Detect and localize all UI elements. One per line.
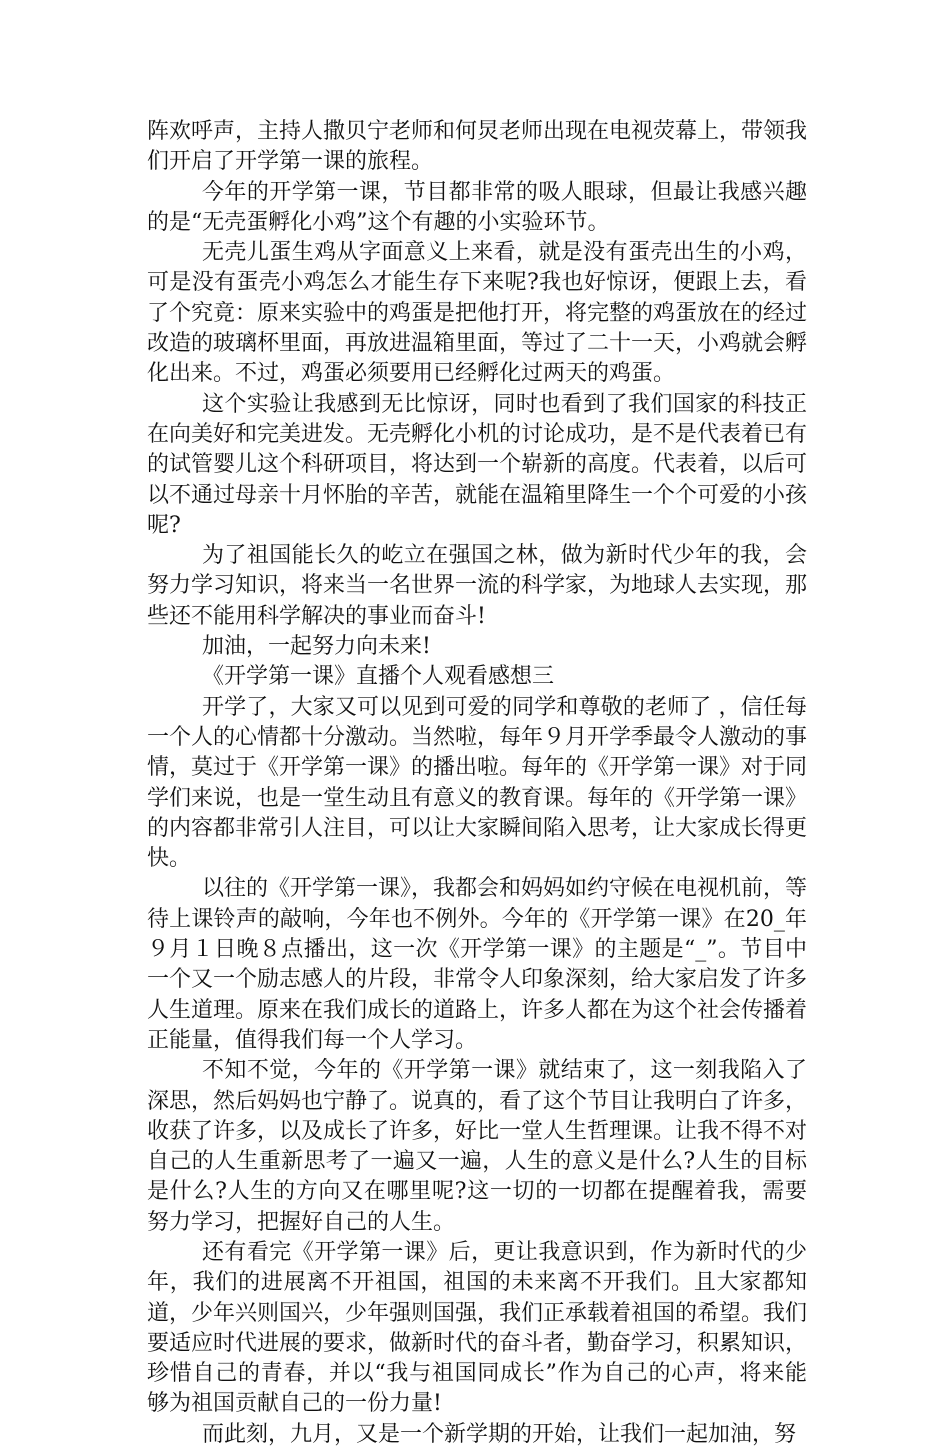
section-heading: 《开学第一课》直播个人观看感想三	[202, 664, 555, 690]
document-page	[147, 117, 807, 1450]
paragraph: 不知不觉，今年的《开学第一课》就结束了，这一刻我陷入了深思，然后妈妈也宁静了。说真的，看了这个节目让我明白了许多，收获了许多，以及成长了许多，好比一堂人生哲理课。让我不得不对自己的人生重新思考了一遍又一遍，人生的意义是什么?人生的目标是什么?人生的方向又在哪里呢?这一切的一切都在提醒着我，需要努力学习，把握好自己的人生。	[147, 1058, 808, 1235]
paragraph: 而此刻，九月，又是一个新学期的开始，让我们一起加油，努	[202, 1421, 797, 1447]
paragraph: 加油，一起努力向未来!	[202, 634, 431, 660]
paragraph: 为了祖国能长久的屹立在强国之林，做为新时代少年的我，会努力学习知识，将来当一名世界一流的科学家，为地球人去实现，那些还不能用科学解决的事业而奋斗!	[147, 543, 808, 629]
paragraph: 无壳儿蛋生鸡从字面意义上来看，就是没有蛋壳出生的小鸡，可是没有蛋壳小鸡怎么才能生存下来呢?我也好惊讶，便跟上去，看了个究竟：原来实验中的鸡蛋是把他打开，将完整的鸡蛋放在的经过改造的玻璃杯里面，再放进温箱里面，等过了二十一天，小鸡就会孵化出来。不过，鸡蛋必须要用已经孵化过两天的鸡蛋。	[147, 240, 808, 387]
paragraph: 阵欢呼声，主持人撒贝宁老师和何炅老师出现在电视荧幕上，带领我们开启了开学第一课的旅程。	[147, 119, 808, 175]
paragraph: 开学了，大家又可以见到可爱的同学和尊敬的老师了 ，信任每一个人的心情都十分激动。当然啦，每年９月开学季最令人激动的事情，莫过于《开学第一课》的播出啦。每年的《开学第一课》对于同学们来说，也是一堂生动且有意义的教育课。每年的《开学第一课》的内容都非常引人注目，可以让大家瞬间陷入思考，让大家成长得更快。	[147, 694, 808, 872]
paragraph: 今年的开学第一课，节目都非常的吸人眼球，但最让我感兴趣的是“无壳蛋孵化小鸡”这个有趣的小实验环节。	[147, 179, 807, 235]
paragraph: 还有看完《开学第一课》后，更让我意识到，作为新时代的少年，我们的进展离不开祖国，祖国的未来离不开我们。且大家都知道，少年兴则国兴，少年强则国强，我们正承载着祖国的希望。我们要适应时代进展的要求，做新时代的奋斗者，勤奋学习，积累知识，珍惜自己的青春，并以“我与祖国同成长”作为自己的心声，将来能够为祖国贡献自己的一份力量!	[147, 1239, 808, 1417]
paragraph: 这个实验让我感到无比惊讶，同时也看到了我们国家的科技正在向美好和完美进发。无壳孵化小机的讨论成功，是不是代表着已有的试管婴儿这个科研项目，将达到一个崭新的高度。代表着，以后可以不通过母亲十月怀胎的辛苦，就能在温箱里降生一个个可爱的小孩呢?	[147, 391, 808, 538]
paragraph: 以往的《开学第一课》，我都会和妈妈如约守候在电视机前，等待上课铃声的敲响，今年也不例外。今年的《开学第一课》在20_年９月１日晚８点播出，这一次《开学第一课》的主题是“_”。节目中一个又一个励志感人的片段，非常令人印象深刻，给大家启发了许多人生道理。原来在我们成长的道路上，许多人都在为这个社会传播着正能量，值得我们每一个人学习。	[147, 876, 808, 1053]
